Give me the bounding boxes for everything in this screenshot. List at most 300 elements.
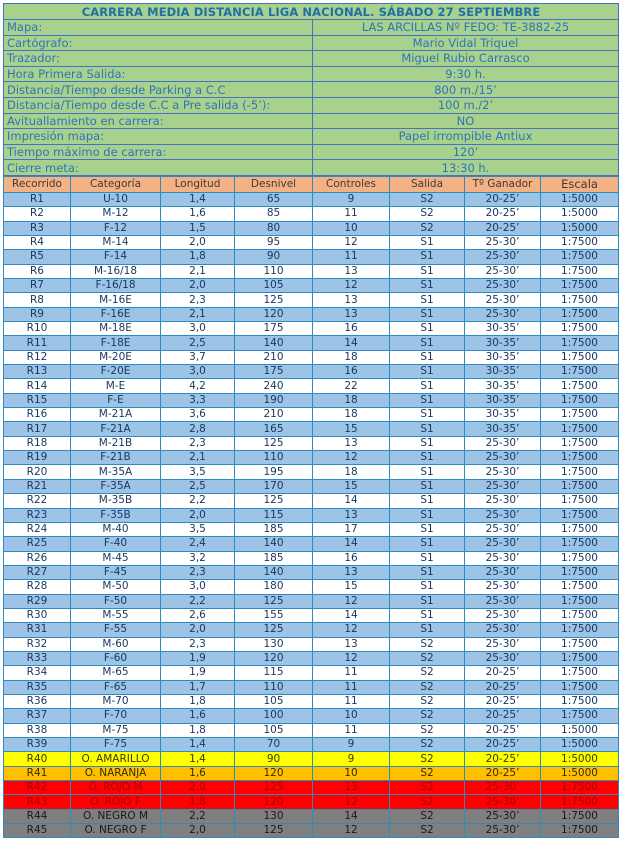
table-cell: F-45 <box>71 565 161 579</box>
table-row <box>4 336 619 350</box>
table-cell: 30-35’ <box>465 393 541 407</box>
table-cell: 22 <box>313 379 390 393</box>
table-row <box>4 551 619 565</box>
table-row <box>4 809 619 823</box>
info-row <box>4 20 619 36</box>
info-row <box>4 66 619 82</box>
table-cell: R3 <box>4 221 71 235</box>
table-cell: S1 <box>390 479 465 493</box>
table-cell: 1:7500 <box>541 508 619 522</box>
table-row <box>4 580 619 594</box>
table-row <box>4 651 619 665</box>
table-row <box>4 824 619 838</box>
table-cell: 25-30’ <box>465 637 541 651</box>
table-cell: 25-30’ <box>465 594 541 608</box>
info-label: Distancia/Tiempo desde C.C a Pre salida (-5’): <box>4 97 313 113</box>
table-cell: 110 <box>235 451 313 465</box>
table-cell: 16 <box>313 322 390 336</box>
table-cell: 12 <box>313 594 390 608</box>
table-cell: 10 <box>313 766 390 780</box>
table-row <box>4 537 619 551</box>
table-cell: 20-25’ <box>465 680 541 694</box>
table-cell: 1:7500 <box>541 479 619 493</box>
table-row <box>4 766 619 780</box>
table-cell: 1:7500 <box>541 279 619 293</box>
table-row <box>4 436 619 450</box>
table-cell: 1,8 <box>161 250 235 264</box>
table-cell: 20-25’ <box>465 709 541 723</box>
table-cell: 1:5000 <box>541 723 619 737</box>
table-cell: O. NARANJA <box>71 766 161 780</box>
table-cell: 11 <box>313 666 390 680</box>
table-cell: 13 <box>313 293 390 307</box>
table-cell: O. AMARILLO <box>71 752 161 766</box>
table-cell: 20-25’ <box>465 221 541 235</box>
info-value: Mario Vidal Triquel <box>313 35 619 51</box>
table-cell: 25-30’ <box>465 824 541 838</box>
table-cell: 17 <box>313 522 390 536</box>
table-cell: 18 <box>313 465 390 479</box>
table-cell: 190 <box>235 393 313 407</box>
table-cell: 2,3 <box>161 293 235 307</box>
table-cell: 25-30’ <box>465 608 541 622</box>
table-cell: 120 <box>235 307 313 321</box>
table-cell: 2,5 <box>161 336 235 350</box>
table-cell: 25-30’ <box>465 250 541 264</box>
table-cell: M-75 <box>71 723 161 737</box>
table-cell: 130 <box>235 809 313 823</box>
table-cell: M-70 <box>71 694 161 708</box>
table-cell: R39 <box>4 738 71 752</box>
table-row <box>4 264 619 278</box>
table-cell: 9 <box>313 738 390 752</box>
table-cell: 20-25’ <box>465 738 541 752</box>
table-cell: 95 <box>235 235 313 249</box>
table-cell: 16 <box>313 551 390 565</box>
table-cell: 120 <box>235 651 313 665</box>
table-cell: R15 <box>4 393 71 407</box>
table-row <box>4 322 619 336</box>
table-cell: 14 <box>313 336 390 350</box>
table-cell: R6 <box>4 264 71 278</box>
table-cell: 3,0 <box>161 580 235 594</box>
table-cell: S2 <box>390 192 465 206</box>
table-cell: 2,2 <box>161 494 235 508</box>
table-cell: 2,0 <box>161 824 235 838</box>
table-cell: S1 <box>390 235 465 249</box>
table-cell: R29 <box>4 594 71 608</box>
table-cell: 2,4 <box>161 537 235 551</box>
table-cell: 105 <box>235 694 313 708</box>
table-cell: 1:7500 <box>541 680 619 694</box>
table-cell: 14 <box>313 494 390 508</box>
table-row <box>4 465 619 479</box>
table-cell: 25-30’ <box>465 293 541 307</box>
table-cell: 12 <box>313 279 390 293</box>
table-cell: 13 <box>313 781 390 795</box>
table-row <box>4 680 619 694</box>
table-cell: 1:7500 <box>541 379 619 393</box>
column-header: Salida <box>390 176 465 192</box>
table-cell: 12 <box>313 623 390 637</box>
table-cell: 25-30’ <box>465 623 541 637</box>
table-cell: 1:5000 <box>541 221 619 235</box>
table-cell: 2,8 <box>161 422 235 436</box>
table-cell: M-E <box>71 379 161 393</box>
info-row <box>4 97 619 113</box>
table-cell: 11 <box>313 680 390 694</box>
table-cell: 1:7500 <box>541 250 619 264</box>
table-row <box>4 723 619 737</box>
table-cell: 18 <box>313 408 390 422</box>
table-cell: M-65 <box>71 666 161 680</box>
table-cell: O. ROJO F <box>71 795 161 809</box>
table-cell: M-50 <box>71 580 161 594</box>
table-cell: F-70 <box>71 709 161 723</box>
column-header: Controles <box>313 176 390 192</box>
table-cell: 1:7500 <box>541 608 619 622</box>
table-cell: 11 <box>313 694 390 708</box>
table-cell: R21 <box>4 479 71 493</box>
table-cell: 1:7500 <box>541 637 619 651</box>
table-cell: 25-30’ <box>465 465 541 479</box>
table-cell: 125 <box>235 623 313 637</box>
table-cell: R36 <box>4 694 71 708</box>
table-cell: 1:7500 <box>541 365 619 379</box>
table-cell: R34 <box>4 666 71 680</box>
table-row <box>4 623 619 637</box>
table-cell: S1 <box>390 336 465 350</box>
table-cell: 30-35’ <box>465 336 541 350</box>
table-cell: 3,3 <box>161 393 235 407</box>
table-cell: S1 <box>390 379 465 393</box>
table-cell: R42 <box>4 781 71 795</box>
table-cell: S1 <box>390 307 465 321</box>
table-cell: 30-35’ <box>465 408 541 422</box>
table-cell: M-21B <box>71 436 161 450</box>
table-cell: 1:7500 <box>541 795 619 809</box>
table-cell: S1 <box>390 608 465 622</box>
table-row <box>4 594 619 608</box>
table-cell: 85 <box>235 207 313 221</box>
info-value: 9:30 h. <box>313 66 619 82</box>
table-cell: F-35B <box>71 508 161 522</box>
table-cell: S2 <box>390 651 465 665</box>
table-cell: 105 <box>235 279 313 293</box>
table-cell: 1:7500 <box>541 465 619 479</box>
info-row <box>4 129 619 145</box>
table-row <box>4 494 619 508</box>
table-cell: R5 <box>4 250 71 264</box>
column-header: Desnivel <box>235 176 313 192</box>
info-value: 100 m./2’ <box>313 97 619 113</box>
table-cell: S1 <box>390 594 465 608</box>
table-cell: S1 <box>390 537 465 551</box>
table-cell: 1:7500 <box>541 594 619 608</box>
table-cell: S1 <box>390 551 465 565</box>
table-row <box>4 279 619 293</box>
table-cell: M-45 <box>71 551 161 565</box>
table-cell: 1:7500 <box>541 565 619 579</box>
table-cell: 1:7500 <box>541 336 619 350</box>
race-info-sheet <box>3 3 618 838</box>
table-cell: 125 <box>235 781 313 795</box>
table-row <box>4 393 619 407</box>
table-cell: S2 <box>390 824 465 838</box>
info-row <box>4 113 619 129</box>
table-cell: F-12 <box>71 221 161 235</box>
table-cell: S1 <box>390 393 465 407</box>
table-cell: R12 <box>4 350 71 364</box>
table-cell: R17 <box>4 422 71 436</box>
info-value: 13:30 h. <box>313 160 619 176</box>
table-cell: 30-35’ <box>465 422 541 436</box>
table-cell: F-55 <box>71 623 161 637</box>
column-header: Longitud <box>161 176 235 192</box>
table-cell: 2,2 <box>161 594 235 608</box>
table-cell: 2,2 <box>161 809 235 823</box>
info-label: Tiempo máximo de carrera: <box>4 144 313 160</box>
table-cell: 115 <box>235 508 313 522</box>
info-label: Avituallamiento en carrera: <box>4 113 313 129</box>
table-cell: 1,4 <box>161 192 235 206</box>
table-cell: 125 <box>235 594 313 608</box>
table-cell: 12 <box>313 651 390 665</box>
table-cell: 110 <box>235 264 313 278</box>
table-row <box>4 608 619 622</box>
table-cell: 1:7500 <box>541 293 619 307</box>
table-cell: R35 <box>4 680 71 694</box>
table-cell: 25-30’ <box>465 522 541 536</box>
table-cell: 15 <box>313 422 390 436</box>
table-row <box>4 565 619 579</box>
info-row <box>4 35 619 51</box>
table-cell: 30-35’ <box>465 365 541 379</box>
table-cell: 2,1 <box>161 451 235 465</box>
table-cell: F-16E <box>71 307 161 321</box>
table-cell: 185 <box>235 522 313 536</box>
column-header: Categoría <box>71 176 161 192</box>
table-cell: 1:5000 <box>541 752 619 766</box>
table-cell: S2 <box>390 752 465 766</box>
table-cell: 2,0 <box>161 781 235 795</box>
table-cell: M-60 <box>71 637 161 651</box>
table-cell: 13 <box>313 436 390 450</box>
table-cell: 1:7500 <box>541 580 619 594</box>
table-cell: 25-30’ <box>465 809 541 823</box>
table-cell: R11 <box>4 336 71 350</box>
table-cell: 1,4 <box>161 752 235 766</box>
table-cell: 3,0 <box>161 365 235 379</box>
table-cell: R28 <box>4 580 71 594</box>
table-cell: 140 <box>235 336 313 350</box>
table-cell: 30-35’ <box>465 322 541 336</box>
table-cell: S1 <box>390 350 465 364</box>
table-cell: R26 <box>4 551 71 565</box>
info-row <box>4 144 619 160</box>
table-cell: 125 <box>235 293 313 307</box>
table-row <box>4 250 619 264</box>
table-cell: F-20E <box>71 365 161 379</box>
table-cell: 20-25’ <box>465 766 541 780</box>
table-cell: 9 <box>313 192 390 206</box>
table-cell: 115 <box>235 666 313 680</box>
table-cell: R23 <box>4 508 71 522</box>
table-cell: 20-25’ <box>465 752 541 766</box>
table-cell: 1,5 <box>161 221 235 235</box>
table-cell: 180 <box>235 580 313 594</box>
table-cell: R4 <box>4 235 71 249</box>
column-header: Tº Ganador <box>465 176 541 192</box>
table-cell: S1 <box>390 580 465 594</box>
table-cell: 10 <box>313 709 390 723</box>
table-cell: 3,7 <box>161 350 235 364</box>
table-cell: S1 <box>390 623 465 637</box>
table-cell: 210 <box>235 408 313 422</box>
table-row <box>4 479 619 493</box>
table-cell: 2,1 <box>161 264 235 278</box>
table-cell: 90 <box>235 250 313 264</box>
table-cell: R13 <box>4 365 71 379</box>
info-label: Distancia/Tiempo desde Parking a C.C <box>4 82 313 98</box>
table-row <box>4 422 619 436</box>
table-cell: S2 <box>390 738 465 752</box>
table-cell: R19 <box>4 451 71 465</box>
table-cell: 25-30’ <box>465 537 541 551</box>
table-cell: R20 <box>4 465 71 479</box>
table-cell: R45 <box>4 824 71 838</box>
table-cell: 125 <box>235 824 313 838</box>
table-cell: 140 <box>235 537 313 551</box>
table-cell: F-E <box>71 393 161 407</box>
info-label: Mapa: <box>4 20 313 36</box>
table-cell: 1:7500 <box>541 264 619 278</box>
table-cell: M-55 <box>71 608 161 622</box>
table-cell: 11 <box>313 723 390 737</box>
table-cell: 3,5 <box>161 522 235 536</box>
table-cell: 1,9 <box>161 651 235 665</box>
table-row <box>4 666 619 680</box>
table-row <box>4 235 619 249</box>
table-cell: 100 <box>235 709 313 723</box>
table-row <box>4 293 619 307</box>
table-cell: 13 <box>313 307 390 321</box>
table-cell: R38 <box>4 723 71 737</box>
table-cell: R16 <box>4 408 71 422</box>
table-cell: 1:7500 <box>541 694 619 708</box>
table-cell: 25-30’ <box>465 651 541 665</box>
table-cell: 25-30’ <box>465 494 541 508</box>
table-cell: 9 <box>313 752 390 766</box>
info-value: 800 m./15’ <box>313 82 619 98</box>
table-cell: F-18E <box>71 336 161 350</box>
info-label: Cartógrafo: <box>4 35 313 51</box>
table-cell: 2,3 <box>161 637 235 651</box>
table-cell: S1 <box>390 465 465 479</box>
table-cell: 195 <box>235 465 313 479</box>
table-cell: 25-30’ <box>465 479 541 493</box>
table-cell: S2 <box>390 666 465 680</box>
table-cell: S1 <box>390 422 465 436</box>
table-cell: S1 <box>390 250 465 264</box>
table-cell: S2 <box>390 709 465 723</box>
table-cell: 1:7500 <box>541 537 619 551</box>
table-cell: 20-25’ <box>465 207 541 221</box>
table-cell: M-14 <box>71 235 161 249</box>
table-cell: 165 <box>235 422 313 436</box>
table-cell: M-40 <box>71 522 161 536</box>
table-cell: 175 <box>235 365 313 379</box>
table-cell: 120 <box>235 766 313 780</box>
info-label: Trazador: <box>4 51 313 67</box>
table-cell: 1,6 <box>161 207 235 221</box>
table-cell: 16 <box>313 365 390 379</box>
table-cell: F-21B <box>71 451 161 465</box>
table-cell: 25-30’ <box>465 551 541 565</box>
table-cell: S2 <box>390 680 465 694</box>
table-cell: 25-30’ <box>465 565 541 579</box>
table-cell: 1:5000 <box>541 207 619 221</box>
table-cell: 1:7500 <box>541 436 619 450</box>
table-cell: S2 <box>390 781 465 795</box>
table-cell: 170 <box>235 479 313 493</box>
table-cell: S1 <box>390 322 465 336</box>
table-cell: 1:7500 <box>541 422 619 436</box>
table-cell: R40 <box>4 752 71 766</box>
table-cell: S2 <box>390 809 465 823</box>
table-row <box>4 522 619 536</box>
table-cell: S1 <box>390 279 465 293</box>
table-cell: R43 <box>4 795 71 809</box>
table-cell: 80 <box>235 221 313 235</box>
table-cell: 2,0 <box>161 235 235 249</box>
table-row <box>4 709 619 723</box>
table-cell: S2 <box>390 795 465 809</box>
table-cell: 12 <box>313 451 390 465</box>
table-cell: S1 <box>390 508 465 522</box>
info-value: LAS ARCILLAS Nº FEDO: TE-3882-25 <box>313 20 619 36</box>
table-cell: 1,9 <box>161 666 235 680</box>
table-cell: 125 <box>235 436 313 450</box>
table-cell: 1:7500 <box>541 235 619 249</box>
table-cell: 120 <box>235 795 313 809</box>
table-cell: S2 <box>390 694 465 708</box>
info-row <box>4 82 619 98</box>
table-header-row <box>4 176 619 192</box>
table-cell: 3,2 <box>161 551 235 565</box>
table-cell: M-16E <box>71 293 161 307</box>
table-cell: R25 <box>4 537 71 551</box>
table-cell: R44 <box>4 809 71 823</box>
table-cell: 30-35’ <box>465 350 541 364</box>
table-cell: 25-30’ <box>465 235 541 249</box>
table-cell: R18 <box>4 436 71 450</box>
table-cell: 1:7500 <box>541 709 619 723</box>
table-cell: 90 <box>235 752 313 766</box>
table-cell: 1,8 <box>161 723 235 737</box>
table-cell: 25-30’ <box>465 781 541 795</box>
table-cell: 1:7500 <box>541 781 619 795</box>
table-cell: 30-35’ <box>465 379 541 393</box>
courses-table <box>3 176 619 838</box>
table-cell: 1,8 <box>161 694 235 708</box>
table-cell: R10 <box>4 322 71 336</box>
table-cell: S2 <box>390 637 465 651</box>
table-row <box>4 307 619 321</box>
table-cell: 25-30’ <box>465 508 541 522</box>
table-cell: S1 <box>390 436 465 450</box>
table-cell: R24 <box>4 522 71 536</box>
